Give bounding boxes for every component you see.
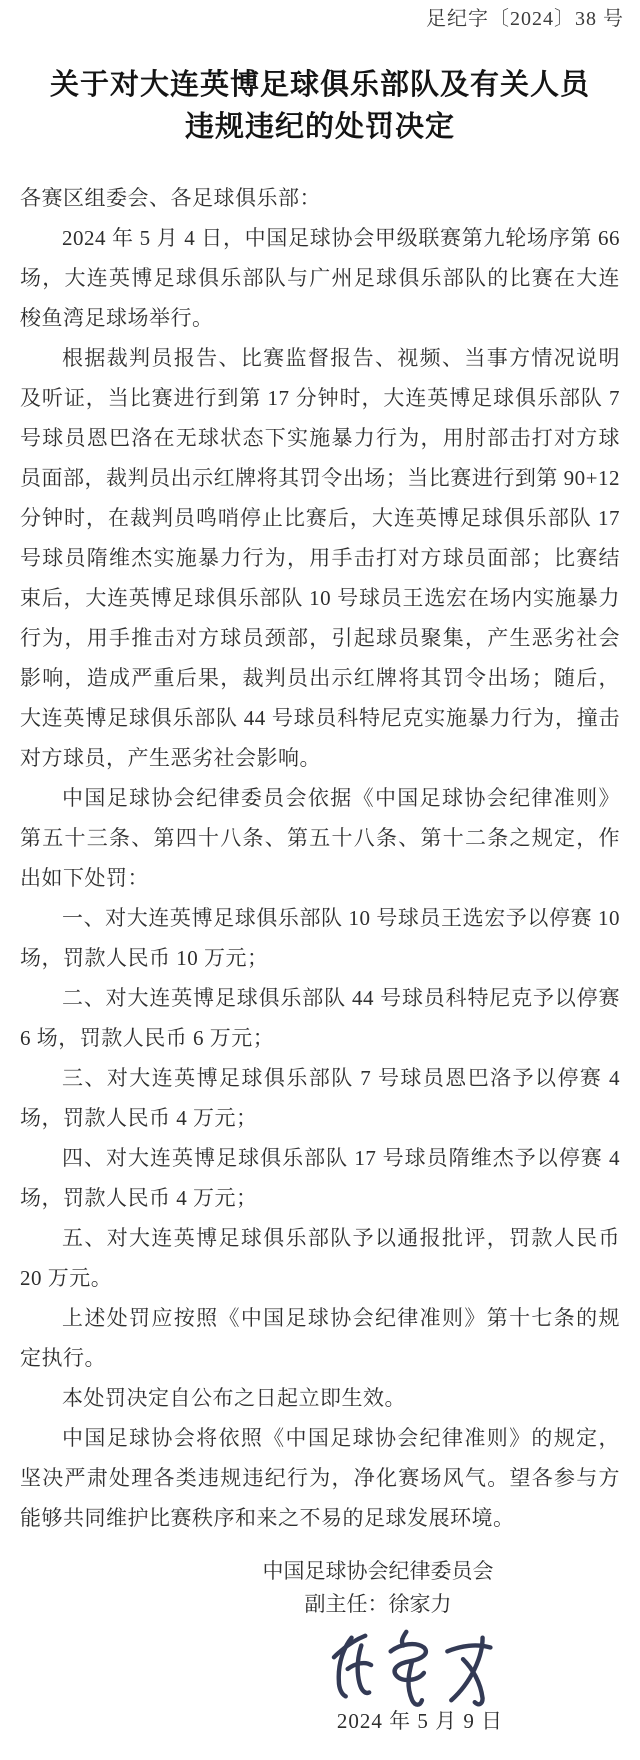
- handwritten-signature: [260, 1624, 580, 1712]
- penalty-item-2: 二、对大连英博足球俱乐部队 44 号球员科特尼克予以停赛 6 场，罚款人民币 6 万元；: [20, 986, 620, 1050]
- penalty-item-5: 五、对大连英博足球俱乐部队予以通报批评，罚款人民币 20 万元。: [20, 1226, 620, 1290]
- signature-committee-name: 中国足球协会纪律委员会: [262, 1559, 494, 1583]
- paragraph-execution-clause: 上述处罚应按照《中国足球协会纪律准则》第十七条的规定执行。: [20, 1306, 620, 1370]
- penalty-item-1: 一、对大连英博足球俱乐部队 10 号球员王选宏予以停赛 10 场，罚款人民币 10 万元；: [20, 906, 620, 970]
- paragraph-closing-statement: 中国足球协会将依照《中国足球协会纪律准则》的规定，坚决严肃处理各类违规违纪行为，净化赛场风气。望各参与方能够共同维护比赛秩序和来之不易的足球发展环境。: [20, 1426, 620, 1530]
- document-body: [20, 178, 620, 1538]
- paragraph-legal-basis: 中国足球协会纪律委员会依据《中国足球协会纪律准则》第五十三条、第四十八条、第五十八条、第十二条之规定，作出如下处罚：: [20, 786, 620, 890]
- paragraph-match-info: 2024 年 5 月 4 日，中国足球协会甲级联赛第九轮场序第 66 场，大连英博足球俱乐部队与广州足球俱乐部队的比赛在大连梭鱼湾足球场举行。: [20, 226, 620, 330]
- document-title-line1: 关于对大连英博足球俱乐部队及有关人员: [49, 69, 590, 101]
- paragraph-effective-clause: 本处罚决定自公布之日起立即生效。: [62, 1386, 406, 1410]
- paragraph-incident-details: 根据裁判员报告、比赛监督报告、视频、当事方情况说明及听证，当比赛进行到第 17 分钟时，大连英博足球俱乐部队 7 号球员恩巴洛在无球状态下实施暴力行为，用肘部击打对方球员面部，裁判员出示红牌将其罚令出场；当比赛进行到第 90+12 分钟时，在裁判员鸣哨停止比赛后，大连英博足球俱乐部队 17 号球员隋维杰实施暴力行为，用手击打对方球员面部；比赛结束后，大连英博足球俱乐部队 10 号球员王选宏在场内实施暴力行为，用手推击对方球员颈部，引起球员聚集，产生恶劣社会影响，造成严重后果，裁判员出示红牌将其罚令出场；随后，大连英博足球俱乐部队 44 号球员科特尼克实施暴力行为，撞击对方球员，产生恶劣社会影响。: [20, 346, 620, 770]
- document-number: 足纪字〔2024〕38 号: [426, 8, 624, 30]
- signature-block: [260, 1554, 580, 1736]
- document-title: [0, 64, 640, 148]
- penalty-item-4: 四、对大连英博足球俱乐部队 17 号球员隋维杰予以停赛 4 场，罚款人民币 4 万元；: [20, 1146, 620, 1210]
- penalty-item-3: 三、对大连英博足球俱乐部队 7 号球员恩巴洛予以停赛 4 场，罚款人民币 4 万元；: [20, 1066, 620, 1130]
- salutation: 各赛区组委会、各足球俱乐部：: [20, 186, 321, 210]
- signature-date: 2024 年 5 月 9 日: [336, 1709, 504, 1733]
- document-title-line2: 违规违纪的处罚决定: [184, 111, 455, 143]
- signature-deputy-director: 副主任：徐家力: [304, 1592, 452, 1616]
- signature-handwriting-icon: [320, 1624, 520, 1712]
